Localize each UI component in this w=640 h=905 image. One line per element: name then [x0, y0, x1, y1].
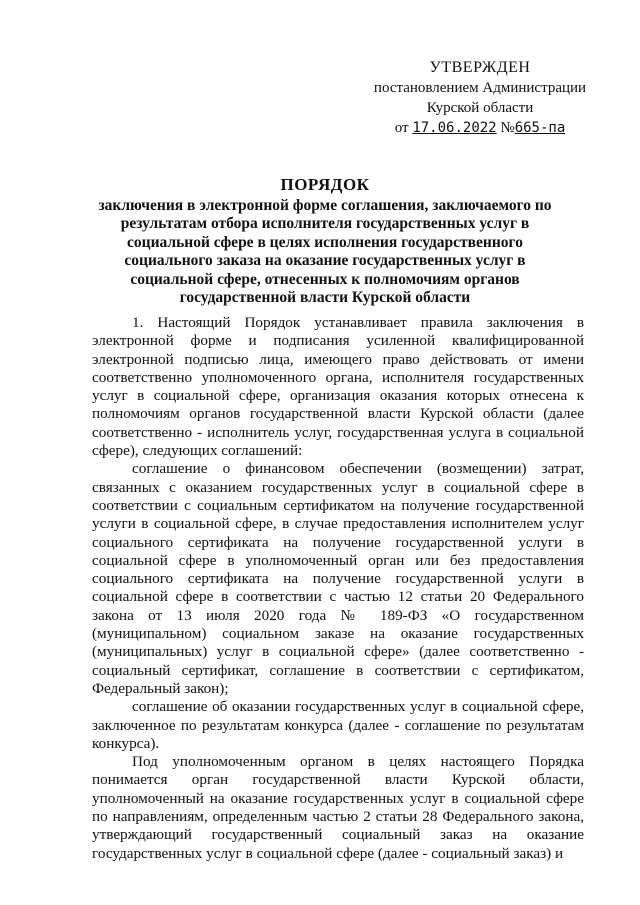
- approval-number: 665-па: [514, 120, 566, 136]
- title-subtitle: заключения в электронной форме соглашения, заключаемого по результатам отбора исполнителя государственных услуг в социальной сфере в целях исполнения государственного социального заказа на оказание государственных услуг в социальной сфере, отнесенных к полномочиям органов государственной власти Курской области: [98, 196, 552, 306]
- paragraph-3: соглашение об оказании государственных услуг в социальной сфере, заключенное по результатам конкурса (далее - соглашение по результатам конкурса).: [92, 698, 584, 752]
- document-title: [90, 176, 560, 308]
- paragraph-1: 1. Настоящий Порядок устанавливает правила заключения в электронной форме и подписания усиленной квалифицированной электронной подписью лица, имеющего право действовать от имени соответственно уполномоченного органа, исполнителя государственных услуг в социальной сфере, организация оказания которых отнесена к полномочиям органов государственной власти Курской области (далее соответственно - исполнитель услуг, государственная услуга в социальной сфере), следующих соглашений:: [92, 314, 584, 460]
- date-prefix: от: [394, 120, 409, 136]
- paragraph-4: Под уполномоченным органом в целях настоящего Порядка понимается орган государственной власти Курской области, уполномоченный на оказание государственных услуг в социальной сфере по направлениям, определенным частью 2 статьи 28 Федерального закона, утверждающий государственный социальный заказ на оказание государственных услуг в социальной сфере (далее - социальный заказ) и: [92, 753, 584, 862]
- approval-line-1: постановлением Администрации: [373, 80, 587, 96]
- approval-line-2: Курской области: [426, 100, 534, 116]
- approval-date-line: [360, 118, 600, 138]
- document-body: [92, 314, 584, 863]
- approval-date: 17.06.2022: [412, 120, 497, 136]
- number-prefix: №: [500, 120, 515, 136]
- approval-stamp: [360, 58, 600, 138]
- approval-heading: УТВЕРЖДЕН: [429, 59, 531, 76]
- title-main: ПОРЯДОК: [280, 175, 370, 194]
- paragraph-2: соглашение о финансовом обеспечении (возмещении) затрат, связанных с оказанием государственных услуг в социальной сфере в соответствии с социальным сертификатом на получение государственной услуги в социальной сфере, в случае предоставления исполнителем услуг социального сертификата на получение государственной услуги в социальной сфере в уполномоченный орган или без предоставления социального сертификата на получение государственной услуги в социальной сфере в соответствии с частью 12 статьи 20 Федерального закона от 13 июля 2020 года № 189-ФЗ «О государственном (муниципальном) социальном заказе на оказание государственных (муниципальных) услуг в социальной сфере» (далее соответственно - социальный сертификат, соглашение в соответствии с сертификатом, Федеральный закон);: [92, 460, 584, 697]
